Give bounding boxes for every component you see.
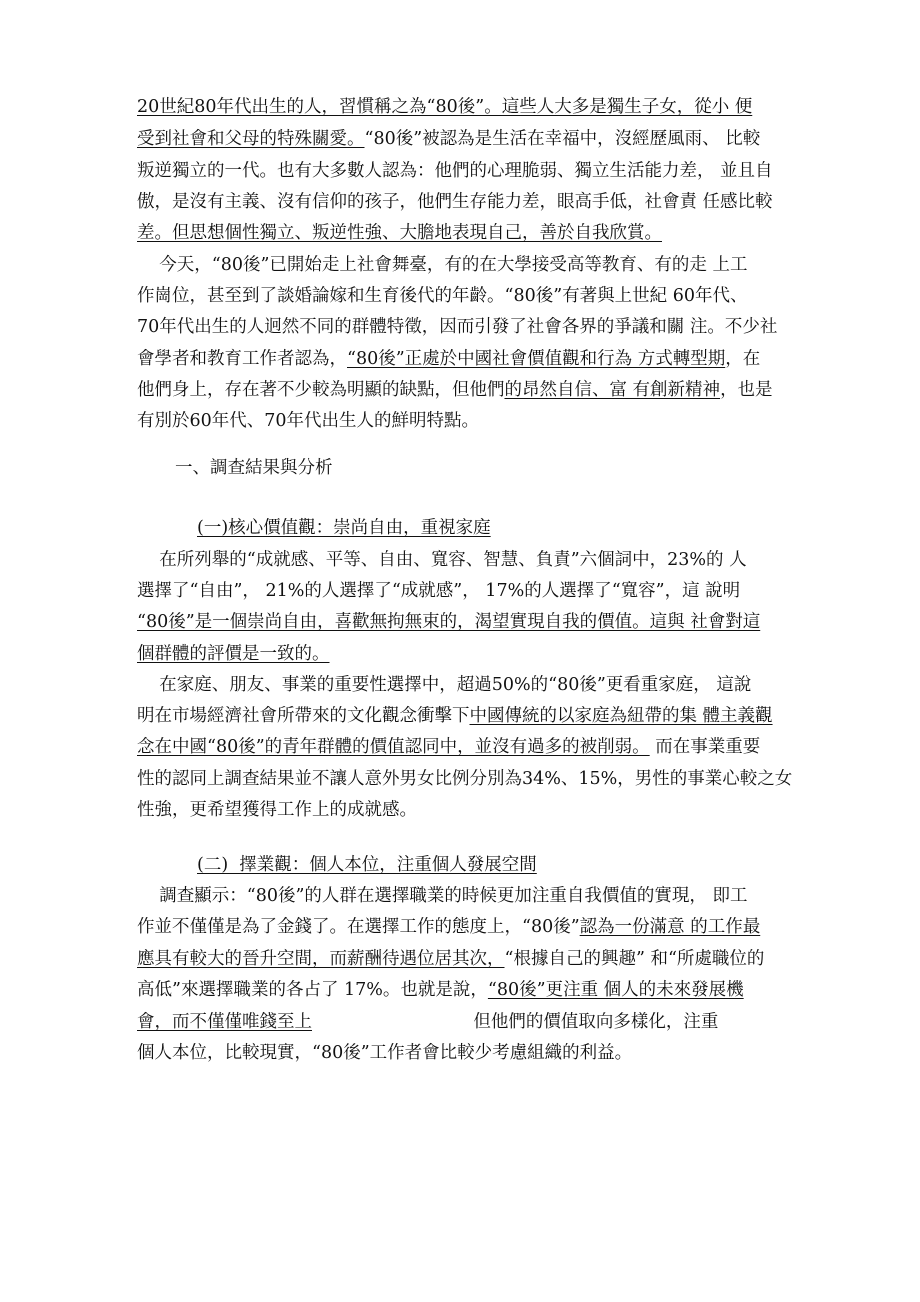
- subsection-1-title: (一)核心價值觀：崇尚自由，重視家庭: [197, 518, 491, 538]
- text-segment: 而在事業重要: [649, 737, 761, 757]
- text-segment: 高低”來選擇職業的各占了 17%。也就是說，: [137, 980, 488, 1000]
- underlined-text: 念在中國“80後”的青年群體的價值認同中，並沒有過多的被削弱。: [137, 737, 650, 757]
- text-line: [137, 252, 747, 278]
- text-line: [137, 672, 751, 698]
- text-segment: 叛逆獨立的一代。也有大多數人認為：他們的心理脆弱、獨立生活能力差， 並且自: [137, 161, 773, 181]
- underlined-text: 會，而不僅僅唯錢至上: [137, 1012, 312, 1032]
- text-line: [137, 1009, 718, 1035]
- text-segment: 他們身上，存在著不少較為明顯的缺點，但他們: [137, 380, 505, 400]
- underlined-text: 的昂然自信、富 有創新精神: [504, 380, 721, 400]
- underlined-text: “80後”是一個崇尚自由，喜歡無拘無束的，渴望實現自我的價值。這與 社會對這: [137, 612, 761, 632]
- text-segment: 在所列舉的“成就感、平等、自由、寬容、智慧、負責”六個詞中，23%的 人: [137, 550, 747, 570]
- text-line: [137, 609, 760, 635]
- underlined-text: 受到社會和父母的特殊關愛。: [137, 129, 365, 149]
- text-segment: 個人本位，比較現實，“80後”工作者會比較少考慮組織的利益。: [137, 1043, 633, 1063]
- text-line: [137, 126, 760, 152]
- text-segment: 有別於60年代、70年代出生人的鮮明特點。: [137, 411, 480, 431]
- text-line: [137, 946, 764, 972]
- text-segment: 作並不僅僅是為了金錢了。在選擇工作的態度上，“80後”: [137, 917, 580, 937]
- text-line: [137, 158, 773, 184]
- text-segment: 70年代出生的人迥然不同的群體特徵，因而引發了社會各界的爭議和關 注。不少社: [137, 317, 778, 337]
- underlined-text: “80後”更注重 個人的未來發展機: [487, 980, 744, 1000]
- text-segment: 選擇了“自由”， 21%的人選擇了“成就感”， 17%的人選擇了“寬容”，這 說明: [137, 581, 741, 601]
- underlined-text: “80後”正處於中國社會價值觀和行為 方式轉型期: [347, 349, 726, 369]
- text-line: [137, 1040, 632, 1066]
- text-line: [137, 346, 760, 372]
- text-line: [137, 547, 747, 573]
- text-line: [137, 408, 479, 434]
- text-line: [137, 377, 773, 403]
- text-line: [137, 977, 744, 1003]
- text-line: [137, 914, 760, 940]
- text-segment: ，在: [725, 349, 761, 369]
- text-line: [137, 883, 747, 909]
- text-line: [137, 578, 740, 604]
- text-segment: “80後”被認為是生活在幸福中，沒經歷風雨、 比較: [364, 129, 761, 149]
- section-heading: 一、調查結果與分析: [175, 458, 333, 478]
- text-line: [137, 94, 752, 120]
- text-segment: 作崗位，甚至到了談婚論嫁和生育後代的年齡。“80後”有著與上世紀 60年代、: [137, 286, 748, 306]
- text-segment: 在家庭、朋友、事業的重要性選擇中，超過50%的“80後”更看重家庭， 這說: [137, 675, 752, 695]
- text-segment: 會學者和教育工作者認為，: [137, 349, 347, 369]
- text-line: [137, 703, 773, 729]
- underlined-text: 應具有較大的晉升空間，而薪酬待遇位居其次，: [137, 949, 505, 969]
- text-segment: 明在市場經濟社會所帶來的文化觀念衝擊下: [137, 706, 470, 726]
- text-segment: 調查顯示：“80後”的人群在選擇職業的時候更加注重自我價值的實現， 即工: [137, 886, 748, 906]
- underlined-text: 差。但思想個性獨立、叛逆性強、大膽地表現自己，善於自我欣賞。: [137, 223, 662, 243]
- text-segment: 但他們的價值取向多樣化，注重: [312, 1012, 719, 1032]
- text-segment: 性的認同上調查結果並不讓人意外男女比例分別為34%、15%，男性的事業心較之女: [137, 769, 793, 789]
- text-line: [137, 797, 417, 823]
- subsection-2-title: (二) 擇業觀：個人本位，注重個人發展空間: [197, 855, 537, 875]
- text-line: [137, 734, 760, 760]
- text-segment: 傲，是沒有主義、沒有信仰的孩子，他們生存能力差，眼高手低，社會責 任感比較: [137, 192, 773, 212]
- text-line: [137, 314, 777, 340]
- text-segment: 性強，更希望獲得工作上的成就感。: [137, 800, 417, 820]
- underlined-text: 中國傳統的以家庭為紐帶的集 體主義觀: [469, 706, 773, 726]
- text-line: [137, 766, 792, 792]
- text-line: [137, 220, 662, 246]
- text-line: [137, 641, 330, 667]
- text-line: [137, 189, 773, 215]
- text-segment: “根據自己的興趣” 和“所處職位的: [504, 949, 765, 969]
- underlined-text: 個群體的評價是一致的。: [137, 644, 330, 664]
- text-segment: 今天，“80後”已開始走上社會舞臺，有的在大學接受高等教育、有的走 上工: [137, 255, 748, 275]
- text-segment: ，也是: [720, 380, 773, 400]
- underlined-text: 20世紀80年代出生的人，習慣稱之為“80後”。這些人大多是獨生子女，從小 便: [137, 97, 753, 117]
- text-line: [137, 283, 748, 309]
- underlined-text: 認為一份滿意 的工作最: [579, 917, 761, 937]
